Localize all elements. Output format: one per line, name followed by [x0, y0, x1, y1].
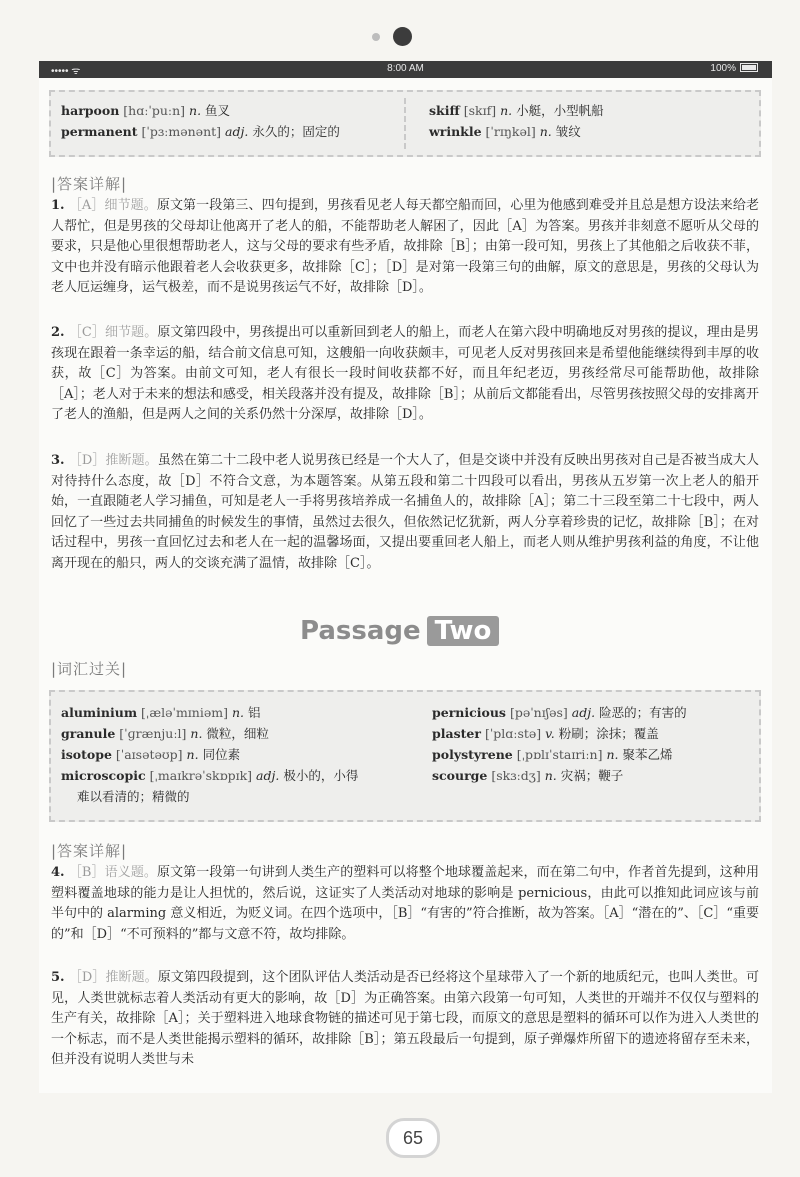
vocab-entry: isotope [ˈaɪsətəʊp] n. 同位素 — [61, 747, 241, 762]
signal-indicator: ••••• ᯤ — [51, 66, 81, 77]
section-title-answers: |答案详解| — [51, 842, 128, 860]
vocab-entry: wrinkle [ˈrɪŋkəl] n. 皱纹 — [429, 124, 581, 139]
vocab-col-right — [432, 702, 752, 786]
vocab-entry: polystyrene [ˌpɒlɪˈstaɪriːn] n. 聚苯乙烯 — [432, 747, 673, 762]
vocab-entry: permanent [ˈpɜːmənənt] adj. 永久的；固定的 — [61, 124, 340, 139]
passage-word: Passage — [300, 616, 421, 646]
vocab-col-left — [61, 100, 396, 142]
section-title-vocab: |词汇过关| — [51, 660, 128, 678]
passage-number-badge: Two — [427, 616, 500, 646]
vocab-entry: aluminium [ˌæləˈmɪniəm] n. 铝 — [61, 705, 261, 720]
answer-item-4: 4. ［B］语义题。原文第一段第一句讲到人类生产的塑料可以将整个地球覆盖起来，而在第二句中，作者首先提到，这种用塑料覆盖地球的能力是让人担忧的，然后说，这证实了人类活动对地球的影响是 pernicious，由此可以推知此词应该与前半句中的 alarming 意义相近，为贬义词。在四个选项中，［B］“有害的”符合推断，故为答案。［A］“潜在的”、［C］“重要的”和［D］“不可预料的”都与文意不符，故均排除。 — [51, 865, 759, 942]
answer-item-2: 2. ［C］细节题。原文第四段中，男孩提出可以重新回到老人的船上，而老人在第六段中明确地反对男孩的提议，理由是男孩现在跟着一条幸运的船，结合前文信息可知，这艘船一向收获颇丰，可见老人反对男孩回来是希望他能继续得到丰厚的收获，故［C］为答案。由前文可知，老人有很长一段时间收获都不好，而且年纪老迈，男孩经常尽可能帮助他，故排除［A］；老人对于未来的想法和感受，相关段落并没有提及，故排除［B］；从前后文都能看出，尽管男孩按照父母的安排离开了老人的渔船，但是两人之间的关系仍然十分深厚，故排除［D］。 — [51, 325, 759, 422]
battery-icon — [740, 63, 758, 72]
vocab-col-right — [429, 100, 749, 142]
camera-lens — [393, 27, 412, 46]
answer-item-1: 1. ［A］细节题。原文第一段第三、四句提到，男孩看见老人每天都空船而回，心里为他感到难受并且总是想方设法来给老人帮忙，但是男孩的父母却让他离开了老人的船，不能帮助老人解困了，因此［A］为答案。男孩并非刻意不愿听从父母的要求，只是他心里很想帮助老人，这与父母的要求有些矛盾，故排除［B］；由第一段可知，男孩上了其他船之后收获不菲，文中也并没有暗示他跟着老人会收获更多，故排除［C］；［D］是对第一段第三句的曲解，原文的意思是，男孩的父母认为老人厄运缠身，运气极差，而不是说男孩运气不好，故排除［D］。 — [51, 198, 759, 295]
vocab-entry: granule [ˈɡrænjuːl] n. 微粒，细粒 — [61, 726, 269, 741]
vocab-box-1 — [49, 90, 761, 157]
sensor-dot — [372, 33, 380, 41]
answer-item-5: 5. ［D］推断题。原文第四段提到，这个团队评估人类活动是否已经将这个星球带入了一个新的地质纪元，也叫人类世。可见，人类世就标志着人类活动有更大的影响，故［D］为正确答案。由第六段第一句可知，人类世的开端并不仅仅与塑料的生产有关，故排除［A］；关于塑料进入地球食物链的描述可见于第七段，而原文的意思是塑料的循环可以作为进入人类世的一个标志，而不是人类世能揭示塑料的循环，故排除［B］；第五段最后一句提到，原子弹爆炸所留下的遗迹将留存至未来，但并没有说明人类世与未 — [51, 970, 759, 1067]
battery-percent: 100% — [710, 63, 736, 74]
vocab-entry: harpoon [hɑːˈpuːn] n. 鱼叉 — [61, 103, 231, 118]
vocab-entry-continued: 难以看清的；精微的 — [77, 789, 190, 804]
status-bar — [39, 61, 772, 78]
device-camera — [372, 27, 412, 47]
battery-indicator — [710, 63, 758, 74]
page-content — [39, 78, 772, 1093]
page-number: 65 — [386, 1118, 440, 1158]
answer-item-3: 3. ［D］推断题。虽然在第二十二段中老人说男孩已经是一个大人了，但是交谈中并没有反映出男孩对自己是否被当成大人对待持什么态度，故［D］不符合文意，为本题答案。从第五段和第二十四段可以看出，男孩从五岁第一次上老人的船开始，一直跟随老人学习捕鱼，可知是老人一手将男孩培养成一名捕鱼人的，故排除［A］；第二十三段至第二十七段中，两人回忆了一些过去共同捕鱼的时候发生的事情，虽然过去很久，但依然记忆犹新，两人分享着珍贵的记忆，故排除［B］；在对话过程中，男孩一直回忆过去和老人在一起的温馨场面，又提出要重回老人船上，而老人则从维护男孩利益的角度，不让他离开现在的船只，两人的交谈充满了温情，故排除［C］。 — [51, 453, 759, 571]
vocab-box-2 — [49, 690, 761, 822]
vocab-entry: pernicious [pəˈnɪʃəs] adj. 险恶的；有害的 — [432, 705, 687, 720]
vocab-entry: plaster [ˈplɑːstə] v. 粉刷；涂抹；覆盖 — [432, 726, 659, 741]
vocab-divider — [404, 98, 406, 149]
status-time: 8:00 AM — [387, 63, 424, 74]
section-title-answers: |答案详解| — [51, 175, 128, 193]
passage-heading — [300, 616, 499, 646]
vocab-entry: scourge [skɜːdʒ] n. 灾祸；鞭子 — [432, 768, 624, 783]
vocab-entry: microscopic [ˌmaɪkrəˈskɒpɪk] adj. 极小的，小得 — [61, 768, 359, 783]
vocab-entry: skiff [skɪf] n. 小艇，小型帆船 — [429, 103, 604, 118]
vocab-col-left — [61, 702, 421, 807]
